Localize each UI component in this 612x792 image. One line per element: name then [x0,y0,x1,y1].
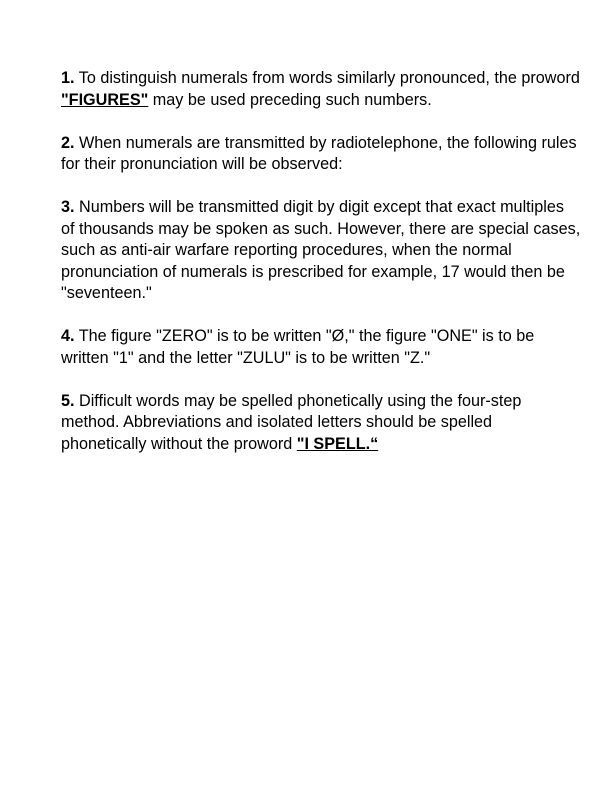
paragraph-text: The figure "ZERO" is to be written "Ø," the figure "ONE" is to be written "1" and the letter "ZULU" is to be written "Z." [61,327,535,367]
paragraph-text: may be used preceding such numbers. [148,90,432,109]
paragraph-1 [61,68,581,111]
paragraph-number: 4. [61,327,75,345]
paragraph-number: 2. [61,133,75,152]
paragraph-number: 1. [61,69,75,87]
document-body [61,68,581,477]
paragraph-text: When numerals are transmitted by radiotelephone, the following rules for their pronunciation will be observed: [61,133,577,173]
paragraph-text: Numbers will be transmitted digit by digit except that exact multiples of thousands may be spoken as such. However, there are special cases, such as anti-air warfare reporting procedures, when the normal pronunciation of numerals is prescribed for example, 17 would then be "seventeen." [61,198,581,302]
proword-i-spell: "I SPELL.“ [296,434,379,453]
paragraph-4 [61,326,581,369]
paragraph-text: To distinguish numerals from words similarly pronounced, the proword [74,69,580,87]
paragraph-text: Difficult words may be spelled phonetically using the four-step method. Abbreviations and isolated letters should be spelled phonetically without the proword [61,391,522,453]
paragraph-3 [61,197,581,305]
paragraph-2 [61,133,581,176]
paragraph-5 [61,391,581,456]
proword-figures: "FIGURES" [61,90,149,109]
paragraph-number: 3. [61,198,75,216]
paragraph-number: 5. [61,391,75,410]
